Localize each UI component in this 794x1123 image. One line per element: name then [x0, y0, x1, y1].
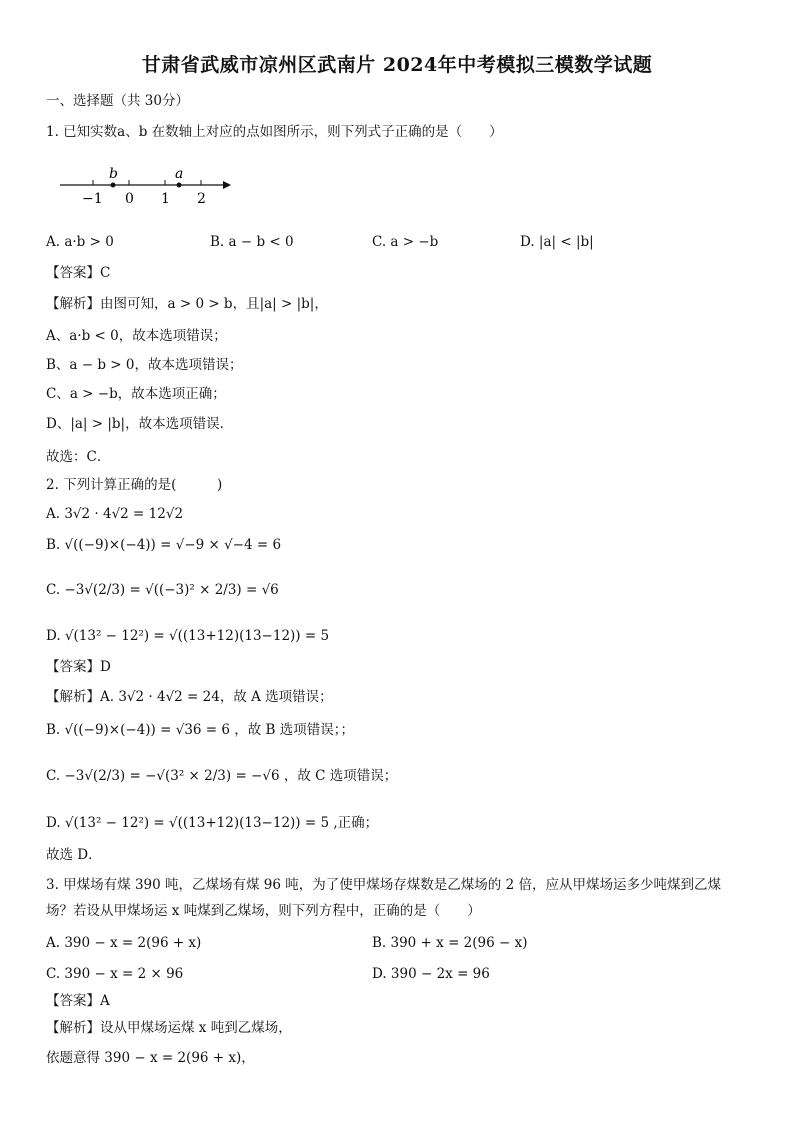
q2-option-a: A. 3√2 · 4√2 = 12√2: [46, 506, 184, 522]
tick-label-minus1: −1: [82, 191, 103, 207]
q2-analysis-line: D. √(13² − 12²) = √((13+12)(13−12)) = 5 ,正确；: [46, 815, 379, 831]
q2-option-b: B. √((−9)×(−4)) = √−9 × √−4 = 6: [46, 537, 282, 553]
point-b: [111, 183, 116, 188]
q1-analysis-line: 【解析】由图可知，a > 0 > b，且|a| > |b|，: [46, 296, 328, 312]
tick-label-1: 1: [161, 191, 170, 207]
section-heading: 一、选择题（共 30分）: [46, 93, 189, 109]
q2-analysis-line: B. √((−9)×(−4)) = √36 = 6 ，故 B 选项错误；；: [46, 722, 355, 738]
q3-analysis-line: 【解析】设从甲煤场运煤 x 吨到乙煤场，: [46, 1020, 292, 1036]
number-line-arrow-icon: [223, 181, 231, 189]
point-a: [177, 183, 182, 188]
q1-option-b: B. a − b < 0: [210, 234, 294, 250]
q2-analysis-line: C. −3√(2/3) = −√(3² × 2/3) = −√6 ，故 C 选项错误；: [46, 768, 398, 784]
q1-conclusion: 故选：C．: [46, 449, 111, 465]
q2-answer: 【答案】D: [46, 659, 111, 675]
q3-option-a: A. 390 − x = 2(96 + x): [46, 935, 202, 951]
q1-answer: 【答案】C: [46, 265, 111, 281]
tick-label-2: 2: [197, 191, 206, 207]
q3-stem-line2: 场？若设从甲煤场运 x 吨煤到乙煤场，则下列方程中，正确的是（ ）: [46, 903, 481, 919]
page-title: 甘肃省武威市凉州区武南片 2024年中考模拟三模数学试题: [141, 54, 653, 76]
q3-analysis-line: 依题意得 390 − x = 2(96 + x)，: [46, 1050, 255, 1066]
q1-analysis-line: B、a − b > 0，故本选项错误；: [46, 357, 243, 373]
q3-answer: 【答案】A: [46, 993, 110, 1009]
q3-stem-line1: 3. 甲煤场有煤 390 吨，乙煤场有煤 96 吨，为了使甲煤场存煤数是乙煤场的 2 倍，应从甲煤场运多少吨煤到乙煤: [46, 877, 721, 893]
q1-option-a: A. a·b > 0: [46, 234, 114, 250]
q1-analysis-line: C、a > −b，故本选项正确；: [46, 386, 226, 402]
q1-option-d: D. |a| < |b|: [520, 234, 594, 250]
q1-stem: 1. 已知实数a、b 在数轴上对应的点如图所示，则下列式子正确的是（ ）: [46, 124, 503, 140]
q3-option-c: C. 390 − x = 2 × 96: [46, 966, 184, 982]
number-line: [55, 160, 235, 210]
q1-option-c: C. a > −b: [372, 234, 439, 250]
q3-option-b: B. 390 + x = 2(96 − x): [372, 935, 528, 951]
q2-conclusion: 故选 D．: [46, 847, 102, 863]
q1-analysis-line: D、|a| > |b|，故本选项错误．: [46, 416, 234, 432]
point-a-label: a: [175, 166, 184, 182]
q2-option-d: D. √(13² − 12²) = √((13+12)(13−12)) = 5: [46, 628, 330, 644]
q1-analysis-line: A、a·b < 0，故本选项错误；: [46, 328, 227, 344]
q3-option-d: D. 390 − 2x = 96: [372, 966, 490, 982]
point-b-label: b: [109, 166, 118, 182]
q2-stem: 2. 下列计算正确的是( ): [46, 477, 223, 493]
tick-label-0: 0: [125, 191, 134, 207]
q2-option-c: C. −3√(2/3) = √((−3)² × 2/3) = √6: [46, 582, 279, 598]
q2-analysis-line: 【解析】A. 3√2 · 4√2 = 24，故 A 选项错误；: [46, 689, 333, 705]
